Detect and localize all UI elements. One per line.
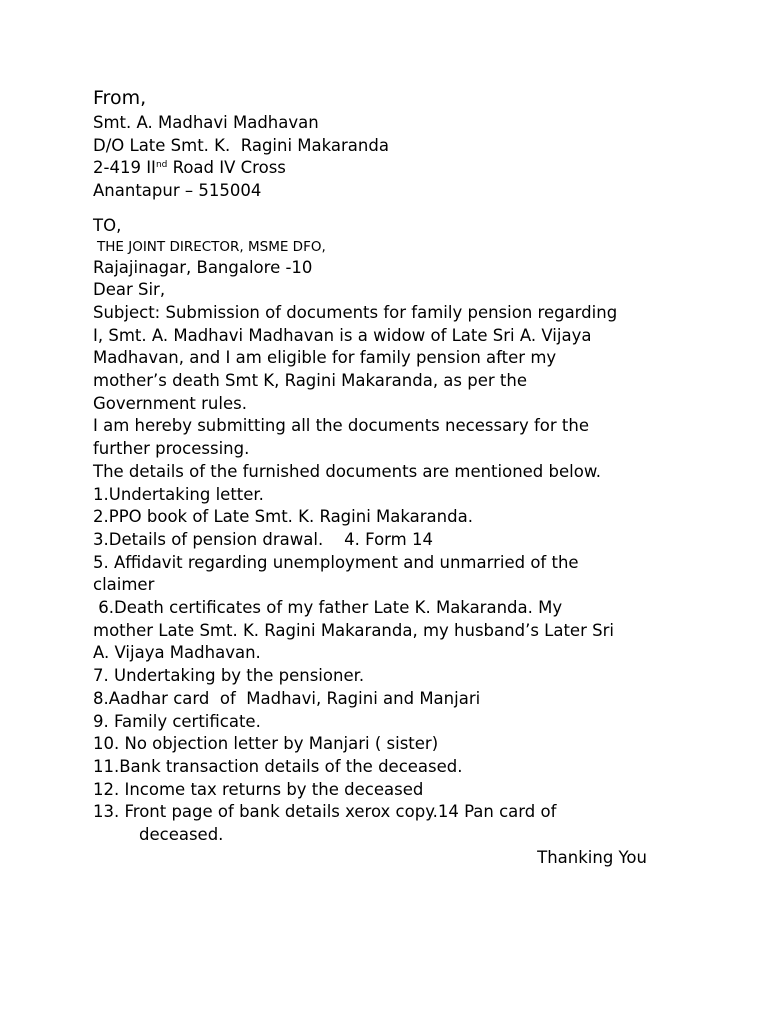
sender-city: Anantapur – 515004	[93, 181, 262, 201]
list-item: 13. Front page of bank details xerox copy.14 Pan card of	[93, 802, 557, 822]
list-item-continuation: deceased.	[139, 825, 224, 845]
list-item: 1.Undertaking letter.	[93, 484, 264, 504]
list-item: 8.Aadhar card of Madhavi, Ragini and Manjari	[93, 688, 481, 708]
list-item: 12. Income tax returns by the deceased	[93, 779, 424, 799]
sender-address	[93, 157, 693, 180]
spacer	[93, 203, 693, 215]
body-line: Subject: Submission of documents for family pension regarding	[93, 302, 618, 322]
body-line: I, Smt. A. Madhavi Madhavan is a widow of Late Sri A. Vijaya	[93, 325, 592, 345]
from-label: From,	[93, 87, 147, 109]
list-item: 2.PPO book of Late Smt. K. Ragini Makaranda.	[93, 507, 473, 527]
body-line: I am hereby submitting all the documents necessary for the	[93, 416, 589, 436]
list-item: 10. No objection letter by Manjari ( sister)	[93, 734, 439, 754]
body-line: Madhavan, and I am eligible for family pension after my	[93, 348, 557, 368]
body-line: The details of the furnished documents are mentioned below.	[93, 461, 602, 481]
list-item: 6.Death certificates of my father Late K. Makaranda. My	[93, 598, 563, 618]
address-suffix: Road IV Cross	[167, 158, 286, 178]
list-item: 9. Family certificate.	[93, 711, 261, 731]
letter-page	[93, 86, 693, 870]
body-line: mother’s death Smt K, Ragini Makaranda, as per the	[93, 371, 527, 391]
address-prefix: 2-419 II	[93, 158, 156, 178]
list-item: 5. Affidavit regarding unemployment and unmarried of the	[93, 552, 579, 572]
list-item: claimer	[93, 575, 155, 595]
list-item: 7. Undertaking by the pensioner.	[93, 666, 365, 686]
list-item: mother Late Smt. K. Ragini Makaranda, my husband’s Later Sri	[93, 620, 614, 640]
sender-relation: D/O Late Smt. K. Ragini Makaranda	[93, 135, 389, 155]
body-line: Government rules.	[93, 393, 247, 413]
address-superscript: nd	[155, 160, 168, 171]
list-item: 11.Bank transaction details of the deceased.	[93, 756, 463, 776]
recipient-city: Rajajinagar, Bangalore -10	[93, 257, 313, 277]
salutation: Dear Sir,	[93, 280, 166, 300]
sender-name: Smt. A. Madhavi Madhavan	[93, 113, 319, 132]
to-label: TO,	[93, 215, 122, 235]
closing: Thanking You	[537, 847, 647, 867]
list-item: A. Vijaya Madhavan.	[93, 643, 261, 663]
body-line: further processing.	[93, 439, 250, 459]
recipient-office: THE JOINT DIRECTOR, MSME DFO,	[97, 238, 326, 255]
list-item: 3.Details of pension drawal. 4. Form 14	[93, 529, 433, 549]
